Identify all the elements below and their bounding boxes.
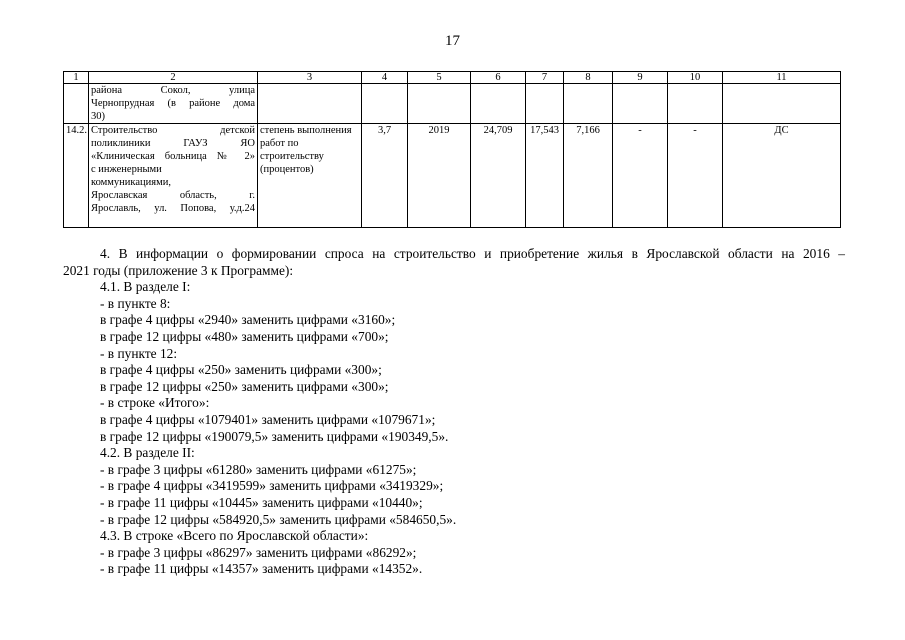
object-line: Чернопрудная (в районе дома: [91, 98, 255, 109]
text-line: - в графе 11 цифры «10445» заменить цифрами «10440»;: [100, 494, 423, 510]
text-line: 4.2. В разделе II:: [100, 445, 195, 461]
text-line: - в графе 3 цифры «86297» заменить цифрами «86292»;: [100, 544, 417, 560]
text-line: в графе 4 цифры «250» заменить цифрами «300»;: [100, 362, 382, 378]
text-line: в графе 4 цифры «1079401» заменить цифрами «1079671»;: [100, 411, 436, 427]
object-line: Ярославль, ул. Попова, у.д.24: [91, 203, 255, 214]
object-line: района Сокол, улица: [91, 85, 255, 96]
text-line: - в пункте 8:: [100, 295, 171, 311]
amendments-text: [63, 246, 845, 578]
cell-value: 24,709: [471, 124, 526, 228]
column-header: 5: [408, 72, 471, 84]
text-line: - в графе 4 цифры «3419599» заменить цифрами «3419329»;: [100, 478, 444, 494]
program-table: [63, 71, 841, 228]
text-line: в графе 12 цифры «190079,5» заменить цифрами «190349,5».: [100, 428, 449, 444]
column-header: 11: [723, 72, 841, 84]
object-line: «Клиническая больница № 2»: [91, 151, 255, 162]
text-line: - в пункте 12:: [100, 345, 178, 361]
text-line: - в строке «Итого»:: [100, 395, 210, 411]
cell-value: -: [613, 124, 668, 228]
text-line: - в графе 3 цифры «61280» заменить цифрами «61275»;: [100, 461, 417, 477]
cell-source: ДС: [723, 124, 841, 228]
page-number: 17: [445, 33, 460, 49]
column-header: 10: [668, 72, 723, 84]
column-header: 1: [64, 72, 89, 84]
table-row: [64, 124, 841, 228]
column-header: 6: [471, 72, 526, 84]
text-line: в графе 12 цифры «480» заменить цифрами «700»;: [100, 328, 389, 344]
object-cell: [89, 84, 258, 124]
paragraph-line: 4. В информации о формировании спроса на строительство и приобретение жилья в Ярославской области на 2016 –: [100, 246, 845, 261]
text-line: - в графе 11 цифры «14357» заменить цифрами «14352».: [100, 561, 423, 577]
column-header: 7: [526, 72, 564, 84]
object-line: Строительство детской: [91, 125, 255, 136]
cell-value: 17,543: [526, 124, 564, 228]
text-line: 4.1. В разделе I:: [100, 279, 191, 295]
object-cell: [89, 124, 258, 228]
object-line: коммуникациями,: [91, 177, 171, 188]
column-header: 9: [613, 72, 668, 84]
indicator-line: работ по: [260, 138, 299, 149]
text-line: в графе 4 цифры «2940» заменить цифрами «3160»;: [100, 312, 396, 328]
text-line: - в графе 12 цифры «584920,5» заменить цифрами «584650,5».: [100, 511, 457, 527]
text-line: в графе 12 цифры «250» заменить цифрами «300»;: [100, 378, 389, 394]
cell-value: 7,166: [564, 124, 613, 228]
column-header: 8: [564, 72, 613, 84]
cell-value: -: [668, 124, 723, 228]
table-header-row: [64, 72, 841, 84]
object-line: 30): [91, 111, 105, 122]
column-header: 2: [89, 72, 258, 84]
object-line: Ярославская область, г.: [91, 190, 255, 201]
indicator-line: степень выполнения: [260, 125, 352, 136]
indicator-cell: [258, 124, 362, 228]
column-header: 3: [258, 72, 362, 84]
cell-value: 3,7: [362, 124, 408, 228]
indicator-line: строительству: [260, 151, 324, 162]
column-header: 4: [362, 72, 408, 84]
indicator-line: (процентов): [260, 164, 314, 175]
object-line: с инженерными: [91, 164, 162, 175]
table-row-continuation: [64, 84, 841, 124]
text-line: 4.3. В строке «Всего по Ярославской области»:: [100, 528, 369, 544]
cell-year: 2019: [408, 124, 471, 228]
object-line: поликлиники ГАУЗ ЯО: [91, 138, 255, 149]
row-number: 14.2.: [64, 124, 89, 228]
paragraph-line: 2021 годы (приложение 3 к Программе):: [63, 262, 294, 278]
